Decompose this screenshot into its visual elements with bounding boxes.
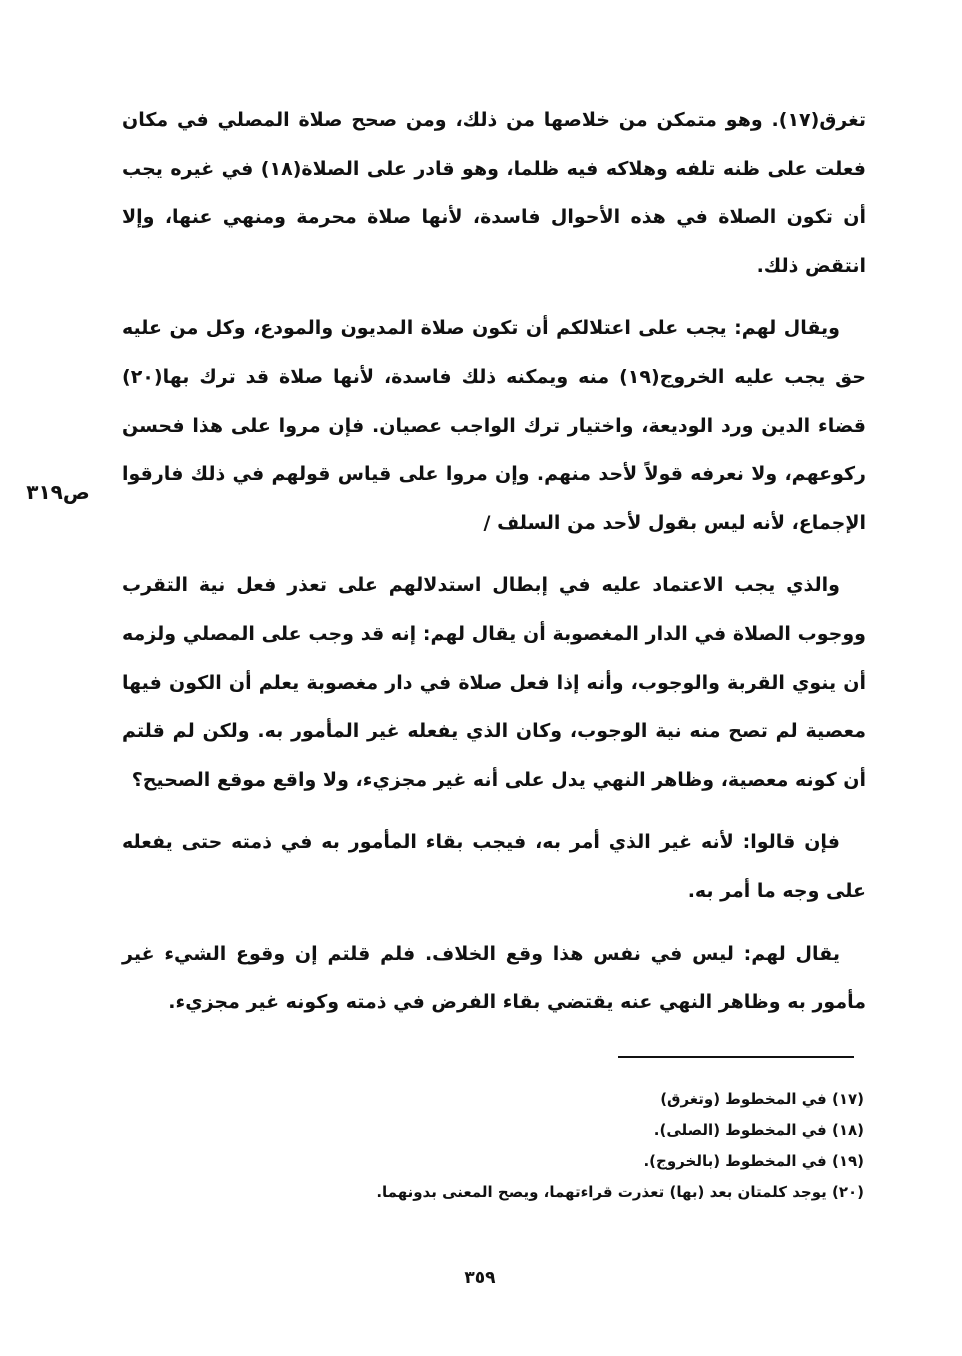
footnote-18: (١٨) في المخطوط (الصلى). (653, 1121, 864, 1139)
paragraph-5: يقال لهم: ليس في نفس هذا وقع الخلاف. فلم قلتم إن وقوع الشيء غير مأمور به وظاهر النهي عنه يقتضي بقاء الفرض في ذمته وكونه غير مجزيء. (122, 942, 866, 1014)
margin-page-reference: ص٣١٩ (26, 480, 90, 504)
footnote-17: (١٧) في المخطوط (وتغرق) (660, 1090, 864, 1108)
paragraph-3: والذي يجب الاعتماد عليه في إبطال استدلالهم على تعذر فعل نية التقرب ووجوب الصلاة في الدار المغصوبة أن يقال لهم: إنه قد وجب على المصلي ولزمه أن ينوي القربة والوجوب، وأنه إذا فعل صلاة في دار مغصوبة يعلم أن الكون فيها معصية لم تصح منه نية الوجوب، وكان الذي يفعله غير المأمور به. ولكن لم قلتم أن كونه معصية، وظاهر النهي يدل على أنه غير مجزيء، ولا واقع موقع الصحيح؟ (122, 574, 866, 791)
main-text (122, 96, 866, 1041)
paragraph-1: تغرق(١٧). وهو متمكن من خلاصها من ذلك، ومن صحح صلاة المصلي في مكان فعلت على ظنه تلفه وهلاكه فيه ظلما، وهو قادر على الصلاة(١٨) في غيره يجب أن تكون الصلاة في هذه الأحوال فاسدة، لأنها صلاة محرمة ومنهي عنها، وإلا انتقض ذلك. (122, 109, 867, 277)
page-number: ٣٥٩ (464, 1268, 496, 1288)
footnote-20: (٢٠) يوجد كلمتان بعد (بها) تعذرت قراءتهما، ويصح المعنى بدونهما. (376, 1183, 864, 1201)
footnote-19: (١٩) في المخطوط (بالخروج). (643, 1152, 864, 1170)
footnote-divider (618, 1056, 854, 1058)
paragraph-4: فإن قالوا: لأنه غير الذي أمر به، فيجب بقاء المأمور به في ذمته حتى يفعله على وجه ما أمر به. (122, 831, 866, 902)
footnotes-list (304, 1084, 864, 1208)
paragraph-2: ويقال لهم: يجب على اعتلالكم أن تكون صلاة المديون والمودع، وكل من عليه حق يجب عليه الخروج(١٩) منه ويمكنه ذلك فاسدة، لأنها صلاة قد ترك بها(٢٠) قضاء الدين ورد الوديعة، واختيار ترك الواجب عصيان. فإن مروا على هذا فحسن ركوعهم، ولا نعرفه قولاً لأحد منهم. وإن مروا على قياس قولهم في ذلك فارقوا الإجماع، لأنه ليس بقول لأحد من السلف / (122, 317, 866, 534)
